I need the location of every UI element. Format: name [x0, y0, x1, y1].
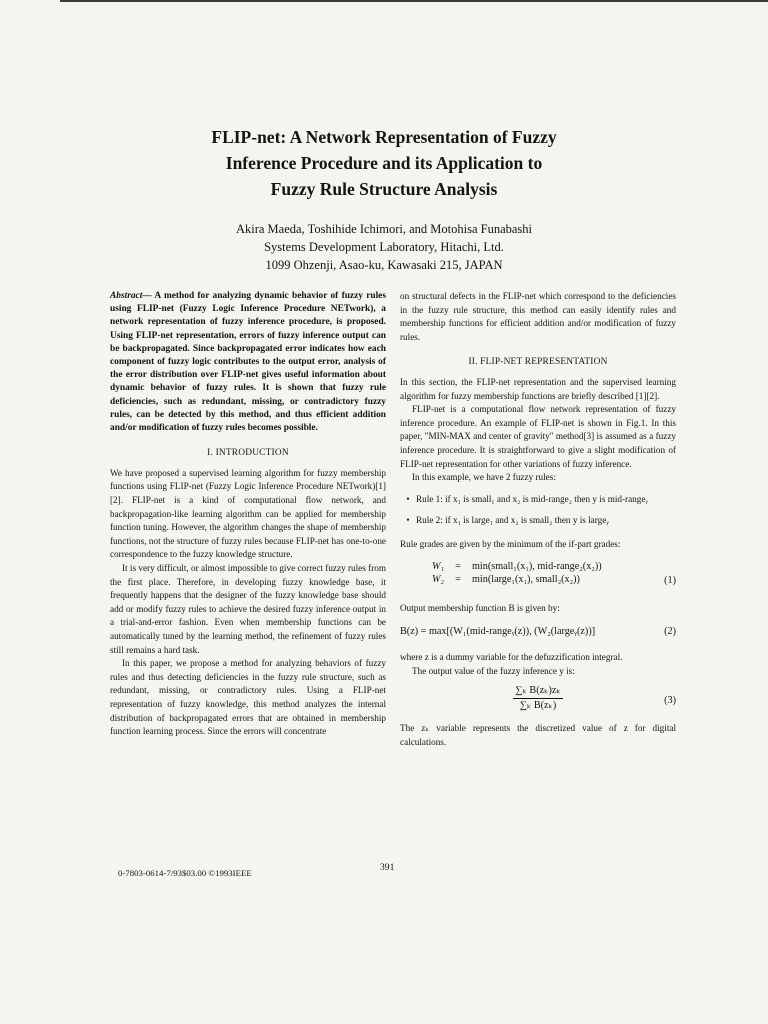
paper-title [120, 124, 648, 202]
abstract-label: Abstract [110, 291, 143, 301]
intro-paragraph-3: In this paper, we propose a method for analyzing behaviors of fuzzy rules and thus detecting deficiencies in the fuzzy rule structure, such as redundant, missing, or contradictory rules. Using a FLIP-net representation of fuzzy knowledge, this method analyzes the internal distribution of backpropagated errors that are obtained in membership function learning process. Since the errors will concentrate [110, 658, 386, 737]
section-heading-introduction: I. INTRODUCTION [207, 448, 289, 459]
right-paragraph-0: on structural defects in the FLIP-net which correspond to the deficiencies in the fuzzy rule structure, this method can easily identify rules and membership functions for efficient addition and/or modification of fuzzy rules. [400, 291, 676, 342]
rule-1-item [400, 493, 676, 507]
page-number: 391 [380, 862, 395, 873]
copyright-footer: 0-7803-0614-7/93$03.00 ©1993IEEE [118, 868, 252, 878]
right-paragraph-6: where z is a dummy variable for the defuzzification integral. [400, 652, 623, 663]
right-column [400, 290, 676, 749]
abstract [110, 290, 386, 435]
eq1-line2-rhs: min(large₁(x₁), small₂(x₂)) [472, 574, 580, 586]
right-paragraph-8: The zₖ variable represents the discretized value of z for digital calculations. [400, 723, 676, 747]
rule-2-text: Rule 2: if x₁ is large₁ and x₂ is small₂ then y is largeᵧ [416, 515, 609, 526]
equation-2-number: (2) [664, 626, 676, 638]
right-paragraph-1: In this section, the FLIP-net representation and the supervised learning algorithm for fuzzy membership functions are briefly described [1][2]. [400, 376, 676, 401]
right-paragraph-4: Rule grades are given by the minimum of the if-part grades: [400, 538, 621, 549]
bullet-icon: • [406, 515, 410, 526]
right-paragraph-3: In this example, we have 2 fuzzy rules: [412, 472, 556, 483]
right-paragraph-7: The output value of the fuzzy inference y is: [412, 665, 575, 676]
equation-1 [400, 560, 676, 594]
top-rule [60, 0, 768, 2]
equation-3-row [400, 684, 676, 712]
equation-2-body: B(z) = max[(W₁(mid-rangeᵧ(z)), (W₂(largeᵧ(z))] [400, 626, 596, 638]
author-address: 1099 Ohzenji, Asao-ku, Kawasaki 215, JAPAN [265, 258, 503, 272]
author-affiliation: Systems Development Laboratory, Hitachi, Ltd. [264, 240, 504, 254]
right-paragraph-2: FLIP-net is a computational flow network representation of fuzzy inference procedure. An example of FLIP-net is shown in Fig.1. In this paper, "MIN-MAX and center of gravity" method[3] is assumed as a fuzzy inference procedure. It is straightforward to give a slight modification of FLIP-net representation for other variations of fuzzy inference. [400, 404, 676, 469]
section-heading-flip-net: II. FLIP-NET REPRESENTATION [468, 357, 608, 368]
eq1-line1-eq: = [455, 560, 461, 572]
eq1-line1-rhs: min(small₁(x₁), mid-range₂(x₂)) [472, 560, 602, 572]
equation-3 [400, 684, 676, 722]
intro-paragraph-2: It is very difficult, or almost impossible to give correct fuzzy rules from the first place. Therefore, in developing fuzzy knowledge base, it frequently happens that the designer of the fuzzy knowledge base should add or modify fuzzy rules to achieve the desired fuzzy inference output in a trial-and-error fashion. Even when membership functions can be automatically tuned by the learning method, the refinement of fuzzy rules still remains a hard task. [110, 562, 386, 655]
title-line-2: Inference Procedure and its Application to [225, 153, 543, 173]
bullet-icon: • [406, 493, 410, 504]
abstract-text: — A method for analyzing dynamic behavior of fuzzy rules using FLIP-net (Fuzzy Logic Inference Procedure NETwork), a network representation of fuzzy inference procedure, is proposed. Using FLIP-net representation, errors of fuzzy inference output can be backpropagated. Since backpropagated error indicates how each component of fuzzy logic contributes to the output error, analysis of the error distribution over FLIP-net gives useful information about dynamic behavior of fuzzy rules. It is shown that fuzzy rule deficiencies, such as redundant, missing, or contradictory fuzzy rules, can be detected by this method, and thus efficient addition and/or modification of fuzzy rules becomes possible. [110, 291, 386, 434]
title-line-1: FLIP-net: A Network Representation of Fuzzy [211, 127, 557, 147]
equation-1-number: (1) [664, 574, 676, 586]
right-paragraph-5: Output membership function B is given by: [400, 602, 560, 613]
equation-3-number: (3) [664, 695, 676, 707]
intro-paragraph-1: We have proposed a supervised learning algorithm for fuzzy membership functions using FLIP-net (Fuzzy Logic Inference Procedure NETwork)[1][2]. FLIP-net is a kind of computational flow network, and backpropagation-like learning algorithm can be applied for membership function tuning. However, the algorithm changes the shape of membership functions, not the structure of fuzzy rules because FLIP-net has one-to-one correspondence to the fuzzy knowledge structure. [110, 467, 386, 560]
author-names: Akira Maeda, Toshihide Ichimori, and Motohisa Funabashi [235, 222, 533, 236]
equation-3-fraction [513, 684, 562, 712]
author-block [120, 220, 648, 274]
rule-2-item [400, 514, 676, 528]
equation-2-row [400, 625, 676, 639]
eq1-line2-lhs: W₂ [431, 574, 444, 586]
equation-3-denominator: ∑ₖ B(zₖ) [519, 699, 557, 711]
equation-1-line-2 [400, 573, 676, 587]
rule-1-text: Rule 1: if x₁ is small₁ and x₂ is mid-range₂ then y is mid-rangeᵧ [416, 493, 648, 504]
eq1-line2-eq: = [455, 574, 461, 586]
title-line-3: Fuzzy Rule Structure Analysis [270, 179, 498, 199]
eq1-line1-lhs: W₁ [431, 560, 444, 572]
equation-3-numerator: ∑ₖ B(zₖ)zₖ [513, 684, 562, 699]
equation-1-line-1 [400, 560, 676, 574]
left-column [110, 290, 386, 739]
equation-2 [400, 625, 676, 651]
